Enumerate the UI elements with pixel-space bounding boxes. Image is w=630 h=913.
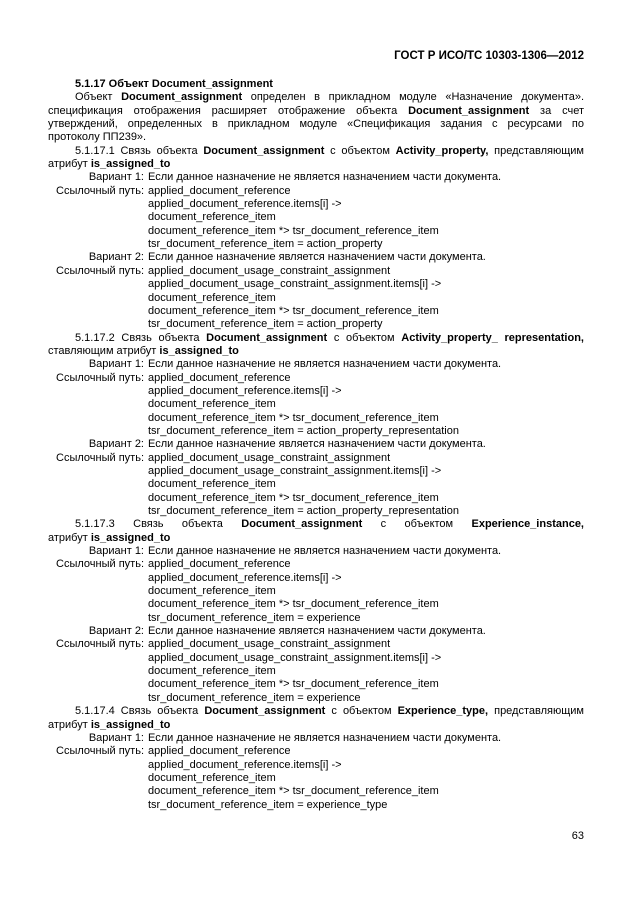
subsection-heading: 5.1.17.4 Связь объекта Document_assignment с объектом Experience_type, представляющим bbox=[75, 705, 584, 718]
intro-line-3: утверждений, определенных в прикладном модуле «Спецификация задания с ресурсами по bbox=[48, 118, 584, 131]
subsection-attribute: атрибут is_assigned_to bbox=[48, 531, 171, 544]
ref-path-step: tsr_document_reference_item = action_property bbox=[148, 238, 383, 251]
variant-label: Вариант 2: bbox=[88, 438, 144, 451]
section-title: 5.1.17 Объект Document_assignment bbox=[75, 78, 273, 90]
variant-line bbox=[48, 358, 584, 371]
ref-path-step: document_reference_item bbox=[148, 211, 276, 224]
ref-path-step: document_reference_item *> tsr_document_reference_item bbox=[148, 785, 439, 798]
ref-path-step: applied_document_reference bbox=[148, 371, 291, 384]
variant-line bbox=[48, 251, 584, 264]
variant-label: Вариант 1: bbox=[88, 731, 144, 744]
ref-path-step: applied_document_usage_constraint_assignment.items[i] -> bbox=[148, 464, 442, 477]
variant-label: Вариант 1: bbox=[88, 358, 144, 371]
ref-path-step: tsr_document_reference_item = action_property_representation bbox=[148, 505, 459, 517]
ref-path-step: applied_document_usage_constraint_assignment bbox=[148, 451, 391, 464]
ref-path-line bbox=[48, 745, 584, 758]
ref-path-step: applied_document_usage_constraint_assignment.items[i] -> bbox=[148, 278, 442, 291]
ref-path-line bbox=[48, 638, 584, 651]
variant-label: Вариант 2: bbox=[88, 625, 144, 638]
ref-path-label: Ссылочный путь: bbox=[56, 264, 144, 277]
ref-path-step: document_reference_item bbox=[148, 478, 276, 491]
ref-path-line bbox=[48, 265, 584, 278]
ref-path-step: tsr_document_reference_item = action_property bbox=[148, 318, 383, 331]
ref-path-label: Ссылочный путь: bbox=[56, 638, 144, 651]
variant-label: Вариант 1: bbox=[88, 545, 144, 558]
subsection-attribute: атрибут is_assigned_to bbox=[48, 158, 171, 171]
variant-line bbox=[48, 171, 584, 184]
ref-path-step: document_reference_item bbox=[148, 585, 276, 598]
variant-line bbox=[48, 732, 584, 745]
ref-path-step: document_reference_item *> tsr_document_reference_item bbox=[148, 598, 439, 611]
ref-path-line bbox=[48, 185, 584, 198]
ref-path-step: tsr_document_reference_item = experience bbox=[148, 691, 361, 704]
ref-path-line bbox=[48, 452, 584, 465]
subsection-heading: 5.1.17.1 Связь объекта Document_assignment с объектом Activity_property, представляющим bbox=[75, 144, 584, 157]
variant-condition: Если данное назначение является назначением части документа. bbox=[148, 625, 486, 638]
ref-path-step: document_reference_item bbox=[148, 771, 276, 784]
ref-path-step: tsr_document_reference_item = experience_type bbox=[148, 798, 388, 811]
variant-label: Вариант 1: bbox=[88, 171, 144, 184]
ref-path-step: document_reference_item *> tsr_document_reference_item bbox=[148, 224, 439, 237]
subsections bbox=[48, 145, 584, 812]
ref-path-label: Ссылочный путь: bbox=[56, 184, 144, 197]
variant-condition: Если данное назначение не является назначением части документа. bbox=[148, 171, 502, 184]
subsection-attribute: ставляющим атрибут is_assigned_to bbox=[48, 344, 239, 357]
ref-path-step: tsr_document_reference_item = experience bbox=[148, 611, 361, 624]
ref-path-step: document_reference_item bbox=[148, 291, 276, 304]
subsection-attribute: атрибут is_assigned_to bbox=[48, 718, 171, 731]
ref-path-label: Ссылочный путь: bbox=[56, 451, 144, 464]
variant-line bbox=[48, 625, 584, 638]
subsection-heading: 5.1.17.3 Связь объекта Document_assignment с объектом Experience_instance, bbox=[75, 518, 584, 531]
ref-path-line bbox=[48, 558, 584, 571]
ref-path-step: applied_document_reference bbox=[148, 184, 291, 197]
variant-condition: Если данное назначение не является назначением части документа. bbox=[148, 545, 502, 558]
ref-path-step: applied_document_reference.items[i] -> bbox=[148, 758, 342, 771]
ref-path-step: document_reference_item *> tsr_document_reference_item bbox=[148, 491, 439, 504]
ref-path-step: document_reference_item *> tsr_document_reference_item bbox=[148, 678, 439, 691]
subsection-heading: 5.1.17.2 Связь объекта Document_assignment с объектом Activity_property_ representation, bbox=[75, 331, 584, 344]
page-content bbox=[48, 78, 584, 812]
ref-path-step: tsr_document_reference_item = action_property_representation bbox=[148, 424, 459, 437]
variant-condition: Если данное назначение не является назначением части документа. bbox=[148, 731, 502, 744]
ref-path-step: applied_document_usage_constraint_assignment.items[i] -> bbox=[148, 651, 442, 664]
ref-path-label: Ссылочный путь: bbox=[56, 558, 144, 571]
ref-path-step: document_reference_item bbox=[148, 398, 276, 411]
intro-line-4: протоколу ПП239». bbox=[48, 131, 147, 144]
ref-path-step: applied_document_reference bbox=[148, 745, 291, 758]
variant-line bbox=[48, 438, 584, 451]
intro-line-2: спецификация отображения расширяет отображение объекта Document_assignment за счет bbox=[48, 104, 584, 117]
variant-condition: Если данное назначение является назначением части документа. bbox=[148, 438, 486, 451]
ref-path-label: Ссылочный путь: bbox=[56, 745, 144, 758]
ref-path-step: applied_document_reference.items[i] -> bbox=[148, 571, 342, 584]
ref-path-step: applied_document_reference.items[i] -> bbox=[148, 198, 342, 211]
ref-path-step: applied_document_reference.items[i] -> bbox=[148, 384, 342, 397]
variant-condition: Если данное назначение является назначением части документа. bbox=[148, 251, 486, 264]
ref-path-label: Ссылочный путь: bbox=[56, 371, 144, 384]
ref-path-step: document_reference_item *> tsr_document_reference_item bbox=[148, 304, 439, 317]
ref-path-step: applied_document_usage_constraint_assignment bbox=[148, 264, 391, 277]
ref-path-step: applied_document_usage_constraint_assignment bbox=[148, 638, 391, 651]
document-header: ГОСТ Р ИСО/ТС 10303-1306—2012 bbox=[394, 50, 584, 62]
variant-line bbox=[48, 545, 584, 558]
variant-condition: Если данное назначение не является назначением части документа. bbox=[148, 358, 502, 371]
variant-label: Вариант 2: bbox=[88, 251, 144, 264]
ref-path-step: document_reference_item bbox=[148, 665, 276, 678]
page-number: 63 bbox=[571, 830, 584, 842]
intro-line-1: Объект Document_assignment определен в прикладном модуле «Назначение документа». bbox=[75, 91, 584, 104]
ref-path-step: document_reference_item *> tsr_document_reference_item bbox=[148, 411, 439, 424]
ref-path-line bbox=[48, 372, 584, 385]
ref-path-step: applied_document_reference bbox=[148, 558, 291, 571]
